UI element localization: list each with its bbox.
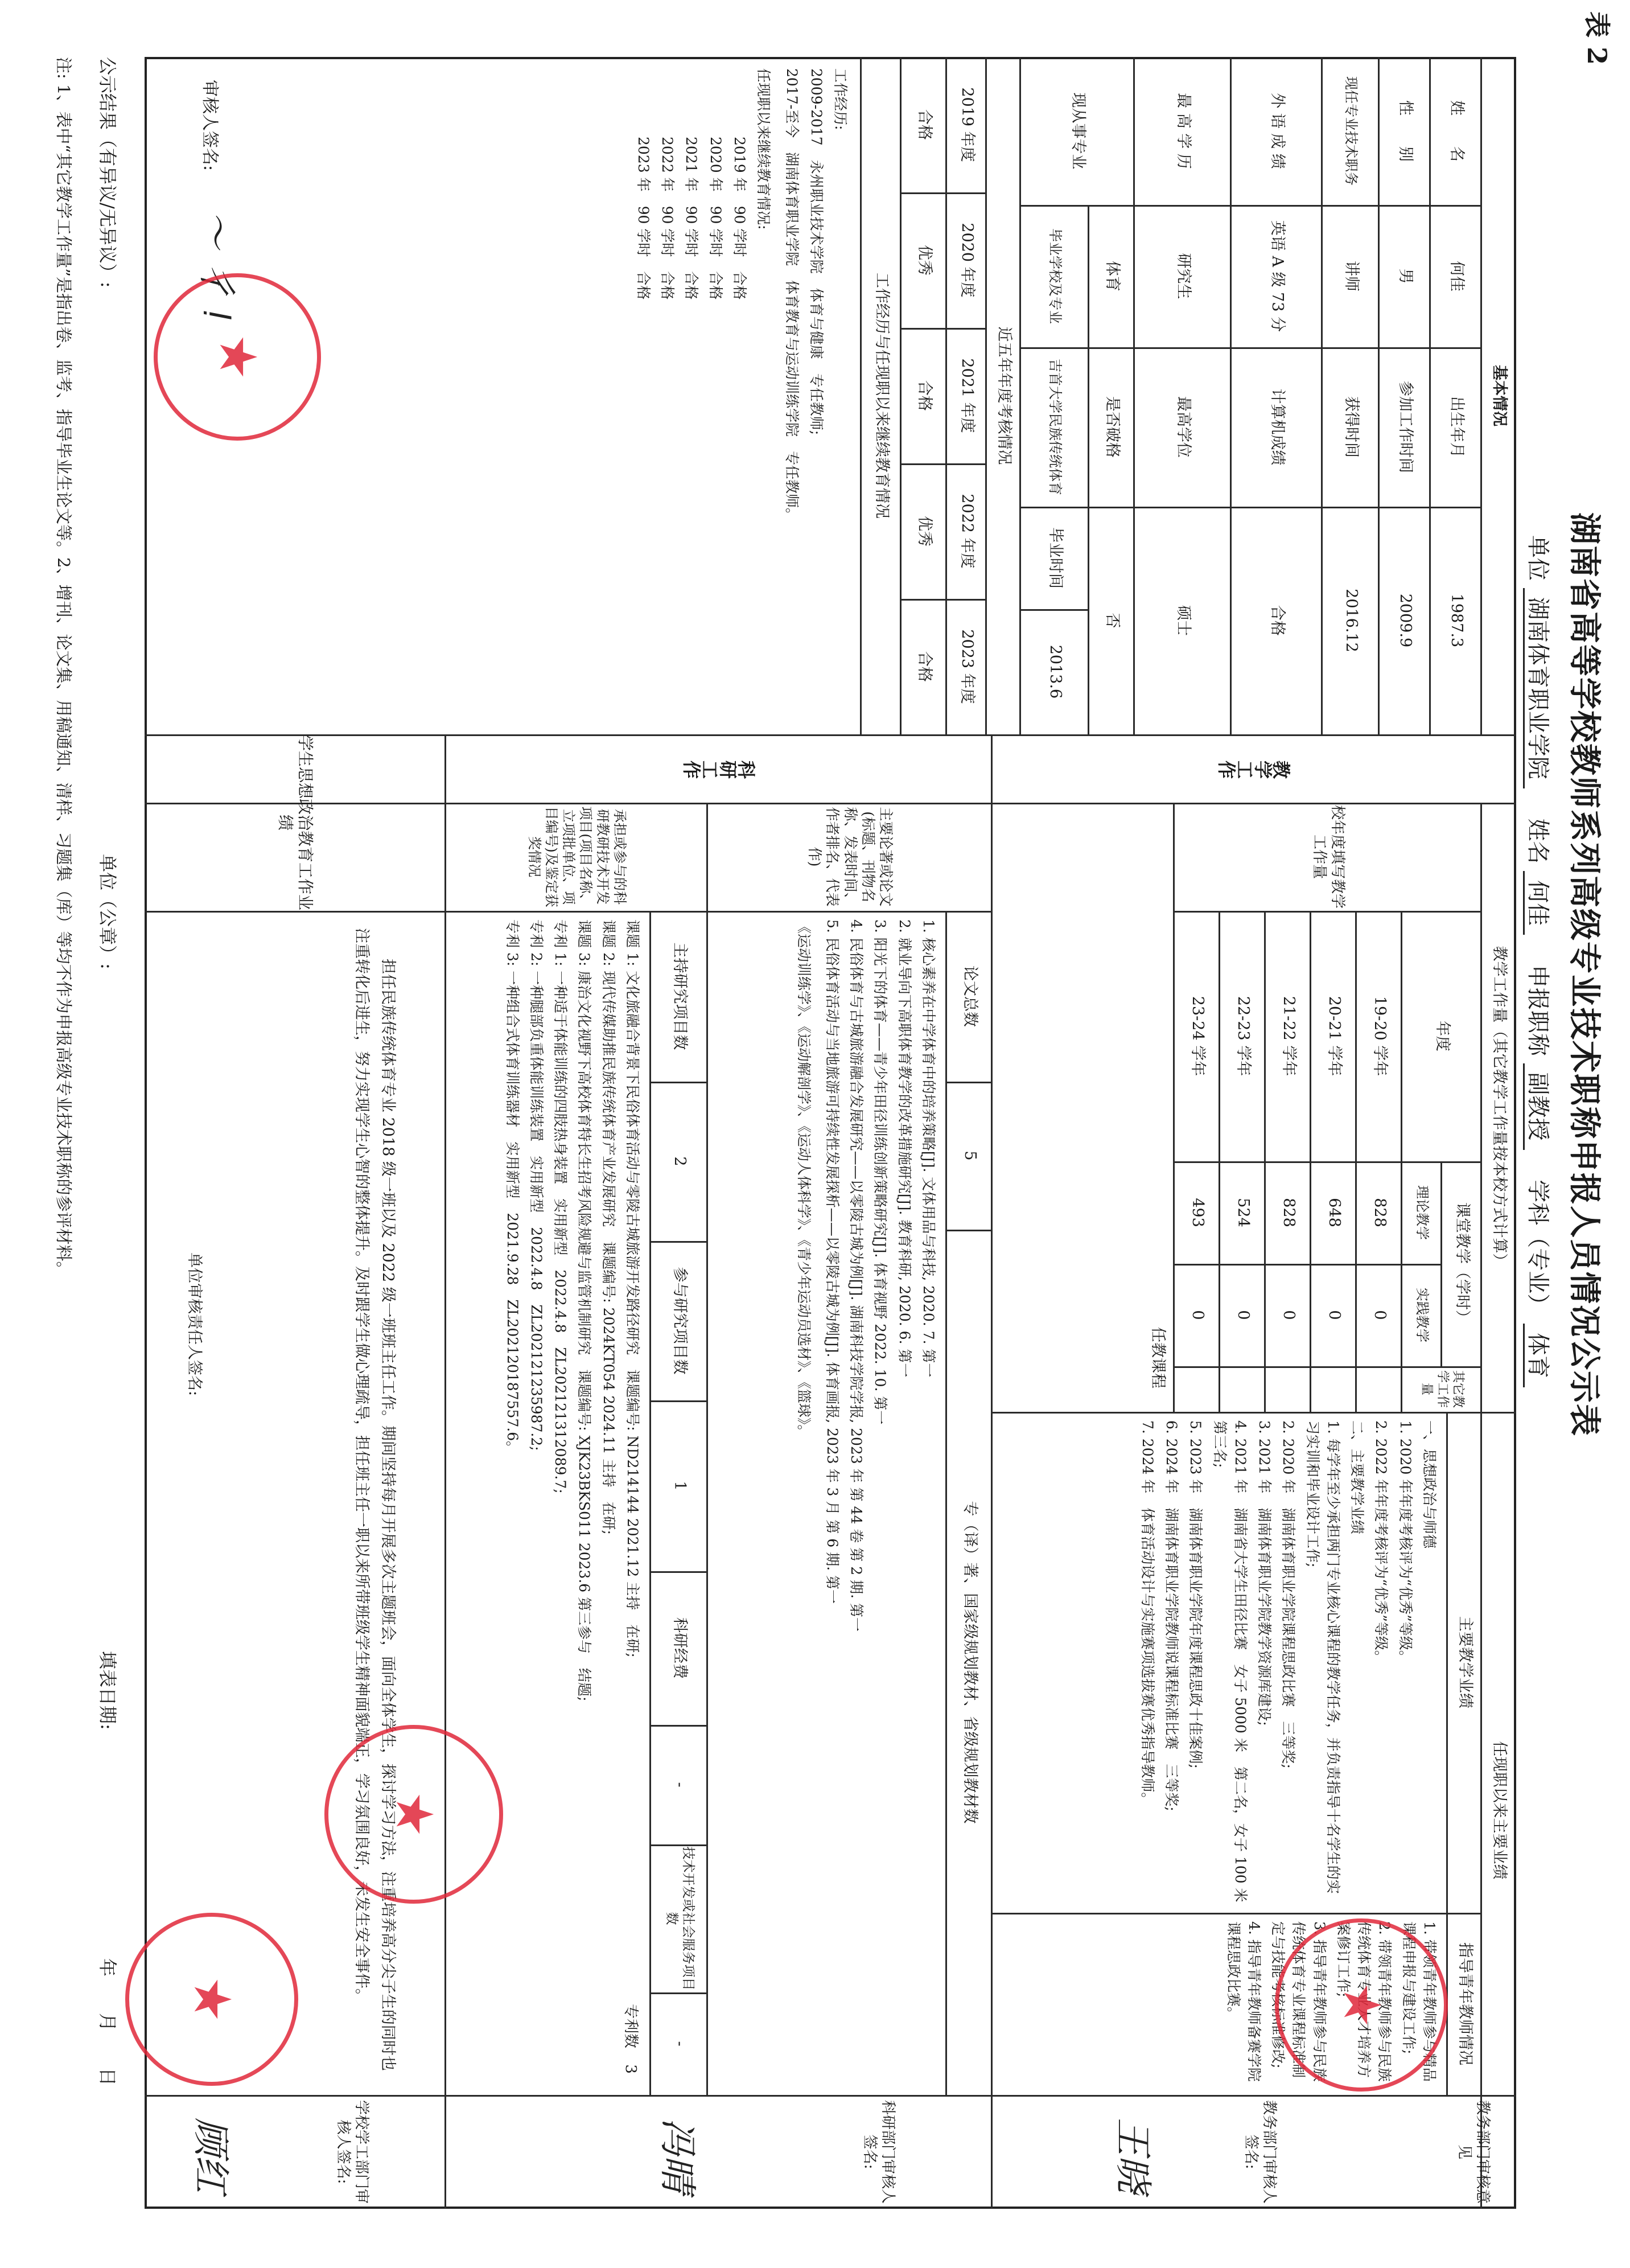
student-review-label: 学校学工部门审核人签名:	[335, 2099, 371, 2204]
row-year: 22-23 学年	[1234, 996, 1252, 1077]
unit-label: 单位	[1525, 535, 1551, 581]
grad-label-cell: 毕业时间	[1046, 527, 1064, 589]
signature-basic: 〜 彳 ǃ	[195, 211, 238, 321]
assess-title: 近五年年度考核情况	[995, 326, 1013, 465]
papers-label: 主要论著或论文(标题、刊物名称、发表时间、作者排名、代表作)	[806, 807, 895, 907]
tech-label: 技术开发或社会服务项目数	[664, 1846, 695, 1991]
subject-label: 学科（专业）	[1525, 1180, 1551, 1317]
duty-title: 任现职以来主要业绩	[1490, 1741, 1508, 1880]
main-item: 7. 2024 年 体育活动设计与实施赛项选拔赛优秀指导教师。	[1139, 1420, 1156, 1807]
computer-label-cell: 计算机成绩	[1268, 388, 1286, 466]
assess-result: 优秀	[915, 245, 933, 276]
main-title: 主要教学业绩	[1456, 1616, 1474, 1708]
ideology-label: 学生思想政治教育工作业绩	[276, 734, 315, 910]
main-item: 1. 每学年至少承担两门专业核心课程的教学任务，并负责指导十名学生的实习实训和毕业设计工作;	[1304, 1420, 1341, 1894]
fill-date-units: 年 月 日	[97, 1958, 118, 2086]
cont-item: 2023 年 90 学时 合格	[635, 137, 652, 300]
basic-signer-label: 审核人签名:	[200, 80, 220, 171]
obtain-label-cell: 获得时间	[1342, 396, 1360, 458]
cont-item: 2021 年 90 学时 合格	[683, 137, 700, 300]
row-year: 23-24 学年	[1188, 996, 1207, 1077]
main-item: 一、思想政治与师德	[1421, 1420, 1438, 1549]
papers-total: 5	[961, 1151, 979, 1161]
cont-item: 2019 年 90 学时 合格	[731, 137, 748, 300]
ideology-signer: 单位审核责任人签名:	[186, 1252, 203, 1396]
patent-item: 专利 1: 一种适于体能训练的四肢热身装置 实用新型 2022.4.8 ZL202121312089.7;	[552, 919, 569, 1494]
assess-year: 2022 年度	[958, 494, 976, 569]
paper-item: 4. 民俗体育与古城旅游融合发展研究——以零陵古城为例[J]. 湖南科技学院学报, 2023 年 第 44 卷 第 2 期. 第一	[848, 919, 865, 1632]
name-value-cell: 何佳	[1447, 261, 1466, 291]
ideology-text: 担任民族传统体育专业 2018 级一班以及 2022 级一班班主任工作。期间坚持每月开展多次主题班会，面向全体学生，探讨学习方法，注重培养高分尖子生的同时也注重转化后进生，努力实现学生心智的整体提升。及时跟学生做心理疏导，担任班主任一职以来所带班级学生精神面貌端正，学习氛围良好，未发生安全事件。	[353, 928, 397, 2071]
subject-value: 体育	[1523, 1324, 1551, 1387]
main-item: 1. 2020 年年度考核评为“优秀”等级。	[1397, 1420, 1414, 1665]
projects-block	[499, 919, 643, 2086]
patent-count-block	[621, 2004, 643, 2074]
work-item: 2009-2017 永州职业技术学院 体育与健康 专任教师;	[808, 68, 825, 435]
basic-section-title: 基本情况	[1490, 365, 1508, 426]
fund-label: 科研经费	[670, 1617, 689, 1679]
patent-item: 专利 3: 一种组合式体育训练器材 实用新型 2021.9.28 ZL202120187557.6。	[504, 919, 521, 1456]
row-theory: 648	[1325, 1198, 1343, 1227]
lead-label: 主持研究项目数	[670, 942, 689, 1050]
paper-item: 5. 民俗体育活动与当地旅游可持续性发展探析——以零陵古城为例[J]. 体育画报, 2023 年 3 月 第 6 期. 第一	[824, 919, 841, 1604]
hr-seal-image: ★	[154, 273, 321, 441]
degree-label-cell: 最高学位	[1174, 396, 1192, 458]
books-label: 专（译）著、国家级规划教材、省级规划教材数	[961, 1501, 979, 1824]
projects-label: 承担或参与的科研教研技术开发项目(项目名称、立项批单位、项目编号)及鉴定获奖情况	[526, 806, 628, 907]
tech-value: -	[670, 2041, 689, 2047]
lang-label-cell: 外 语 成 绩	[1268, 93, 1286, 169]
paper-item: 1. 核心素养在中学体育中的培养策略[J]. 文体用品与科技, 2020. 7. 第一	[920, 919, 937, 1378]
papers-total-label: 论文总数	[961, 965, 979, 1027]
row-theory: 828	[1279, 1198, 1298, 1227]
main-achievements	[1134, 1420, 1439, 1917]
work-start-label-cell: 参加工作时间	[1396, 381, 1414, 473]
project-item: 课题 3: 康治文化视野下高校体育特长生招考风险规避与监管机制研究 课题编号: XJK23BKS011 2023.6 第三参与 结题;	[576, 919, 593, 1702]
edu-value-cell: 研究生	[1174, 253, 1192, 299]
col-course: 课堂教学（学时）	[1453, 1202, 1471, 1325]
row-year: 19-20 学年	[1370, 996, 1389, 1077]
books-list: 《运动训练学》、《运动解剖学》、《运动人体科学》、《青少年运动员选材》、《篮球》。	[795, 919, 812, 1439]
project-item: 课题 1: 文化旅融合背景下民俗体育活动与零陵古城旅游开发路径研究 课题编号: ND214144 2021.12 主持 在研;	[624, 919, 641, 1658]
row-year: 21-22 学年	[1279, 996, 1298, 1077]
row-theory: 828	[1370, 1198, 1389, 1227]
assess-result: 合格	[915, 109, 933, 140]
match-label-cell: 是否破格	[1103, 396, 1121, 458]
patent-item: 专利 2: 一种腿部负重体能训练装置 实用新型 2022.4.8 ZL202121235987.2;	[528, 919, 545, 1451]
signature-academic: 王晓	[1111, 2118, 1155, 2193]
col-theory: 理论教学	[1414, 1185, 1430, 1240]
main-item: 二、主要教学业绩	[1349, 1420, 1366, 1535]
name-value: 何佳	[1523, 871, 1551, 935]
ideology-block	[345, 928, 401, 2084]
assess-result: 合格	[915, 380, 933, 411]
work-start-value-cell: 2009.9	[1396, 593, 1414, 648]
unit-seal-label: 单位（公章）:	[97, 854, 118, 969]
guide-item: 2. 带领青年教师参与民族传统体育专业人才培养方案修订工作;	[1335, 1921, 1393, 2082]
row-practice: 0	[1234, 1310, 1252, 1320]
assess-result: 优秀	[915, 516, 933, 547]
match-value-cell: 否	[1103, 613, 1121, 628]
cont-head: 任现职以来继续教育情况:	[755, 68, 772, 230]
paper-item: 2. 就业导向下高职体育教学的改革措施研究[J]. 教育科研, 2020. 6. 第一	[896, 919, 913, 1378]
edu-label-cell: 最 高 学 历	[1174, 93, 1192, 169]
row-practice: 0	[1188, 1310, 1207, 1320]
row-practice: 0	[1325, 1310, 1343, 1320]
assess-year: 2023 年度	[958, 629, 976, 704]
part-value: 1	[670, 1481, 689, 1491]
form-title: 湖南省高等学校教师系列高级专业技术职称申报人员情况公示表	[1566, 512, 1603, 1437]
work-head: 工作经历:	[832, 68, 849, 130]
part-label: 参与研究项目数	[670, 1267, 689, 1375]
col-other: 其它教学工作量	[1419, 1370, 1466, 1408]
papers-block	[790, 919, 939, 2086]
birth-label-cell: 出生年月	[1447, 396, 1466, 458]
cont-item: 2022 年 90 学时 合格	[659, 137, 676, 300]
col-practice: 实践教学	[1414, 1288, 1430, 1342]
school-value-cell: 吉首大学民族传统体育	[1047, 359, 1063, 495]
main-item: 6. 2024 年 湖南体育职业学院教师说课程标准比赛 三等奖;	[1163, 1420, 1180, 1811]
main-item: 3. 2021 年 湖南体育职业学院教学资源库建设;	[1256, 1420, 1273, 1726]
academic-signer-label: 教务部门审核人签名:	[1242, 2099, 1278, 2204]
workload-row-label: 校年度填写教学工作量	[1311, 804, 1347, 909]
header-info-row	[1524, 535, 1556, 1387]
guide-item: 3. 指导青年教师参与民族传统体育专业课程标准制定与技能考核标准修改;	[1270, 1921, 1328, 2082]
research-seal-image: ★	[324, 1725, 503, 1904]
row-theory: 524	[1234, 1198, 1252, 1227]
computer-value-cell: 合格	[1268, 605, 1286, 636]
row-practice: 0	[1370, 1310, 1389, 1320]
name-label-cell: 姓 名	[1447, 100, 1466, 162]
cont-item: 2020 年 90 学时 合格	[707, 137, 724, 300]
footer-note: 注: 1、表中“其它教学工作量”是指出卷、监考、指导毕业生论文等。2、增刊、论文集、用稿通知、清样、习题集（库）等均不作为申报高级专业技术职称的参评材料。	[54, 57, 73, 1278]
row-year: 20-21 学年	[1325, 996, 1343, 1077]
grad-value-cell: 2013.6	[1046, 644, 1064, 699]
work-title: 工作经历与任现职以来继续教育情况	[872, 273, 891, 519]
student-seal-image: ★	[125, 1913, 298, 2086]
major-value-cell: 体育	[1103, 261, 1121, 291]
assess-year: 2020 年度	[958, 223, 976, 298]
degree-value-cell: 硕士	[1174, 605, 1192, 636]
paper-item: 3. 阳光下的体育——青少年田径训练创新策略研究[J]. 体育视野 2022. 10. 第一	[872, 919, 889, 1425]
table-number: 表 2	[1582, 11, 1612, 65]
lang-value-cell: 英语 A 级 73 分	[1268, 220, 1286, 332]
project-item: 课题 2: 现代传媒助推民族传统体育产业发展研究 课题编号: 2024KT054 2024.11 主持 在研;	[600, 919, 617, 1535]
research-review-label: 科研部门审核人签名:	[861, 2099, 897, 2204]
work-experience-block	[629, 68, 850, 723]
main-item: 4. 2021 年 湖南省大学生田径比赛 女子 5000 米 第二名，女子 100 米 第三名;	[1211, 1420, 1249, 1917]
main-item: 2. 2022 年年度考核评为“优秀”等级。	[1373, 1420, 1390, 1665]
patent-label: 专利数	[622, 2004, 639, 2049]
birth-value-cell: 1987.3	[1447, 593, 1466, 648]
rank-value: 副教授	[1523, 1063, 1551, 1150]
assess-year: 2019 年度	[958, 87, 976, 162]
rank-label: 申报职称	[1525, 964, 1551, 1056]
fund-value: -	[670, 1782, 689, 1788]
signature-research: 冯晴	[656, 2118, 699, 2193]
fill-date-label: 填表日期:	[97, 1651, 118, 1730]
workload-title: 教学工作量（其它教学工作量按本校方式计算）	[1490, 946, 1508, 1269]
current-title-label-cell: 现任专业技术职务	[1343, 76, 1359, 186]
main-item: 5. 2023 年 湖南体育职业学院年度课程思政十佳案例;	[1187, 1420, 1204, 1769]
row-practice: 0	[1279, 1310, 1298, 1320]
guide-title: 指导青年教师情况	[1456, 1942, 1474, 2065]
lead-value: 2	[670, 1156, 689, 1166]
unit-value: 湖南体育职业学院	[1523, 588, 1551, 788]
main-item: 2. 2020 年 湖南体育职业学院课程思政比赛 三等奖;	[1280, 1420, 1297, 1769]
name-label: 姓名	[1525, 818, 1551, 864]
assess-year: 2021 年度	[958, 358, 976, 433]
guide-item: 1. 带领青年教师参与精品课程申报与建设工作;	[1400, 1921, 1438, 2082]
work-item: 2017-至今 湖南体育职业学院 体育教育与运动训练学院 专任教师。	[784, 68, 801, 523]
patent-value: 3	[622, 2064, 639, 2074]
assess-result: 合格	[915, 651, 933, 682]
gender-value-cell: 男	[1396, 268, 1414, 284]
academic-review-label: 教务部门审核意见	[1456, 2099, 1492, 2204]
guide-item: 4. 指导青年教师备赛学院课程思政比赛。	[1225, 1921, 1262, 2082]
gender-label-cell: 性 别	[1396, 100, 1414, 162]
row-theory: 493	[1188, 1198, 1207, 1227]
research-section-label: 科研工作	[683, 758, 756, 779]
school-label-cell: 毕业学校及专业	[1047, 228, 1063, 324]
teaching-section-label: 教学工作	[1218, 758, 1291, 779]
signature-student: 顾红	[189, 2118, 233, 2193]
public-result-label: 公示结果（有异议/无异议）:	[97, 57, 118, 288]
obtain-value-cell: 2016.12	[1342, 589, 1360, 652]
courses-label: 任教课程	[1149, 1327, 1167, 1388]
major-label-cell: 现从事专业	[1069, 92, 1087, 170]
col-year: 年度	[1433, 1021, 1451, 1051]
academic-seal-image: ★	[1275, 1918, 1448, 2092]
current-title-value-cell: 讲师	[1342, 261, 1360, 291]
